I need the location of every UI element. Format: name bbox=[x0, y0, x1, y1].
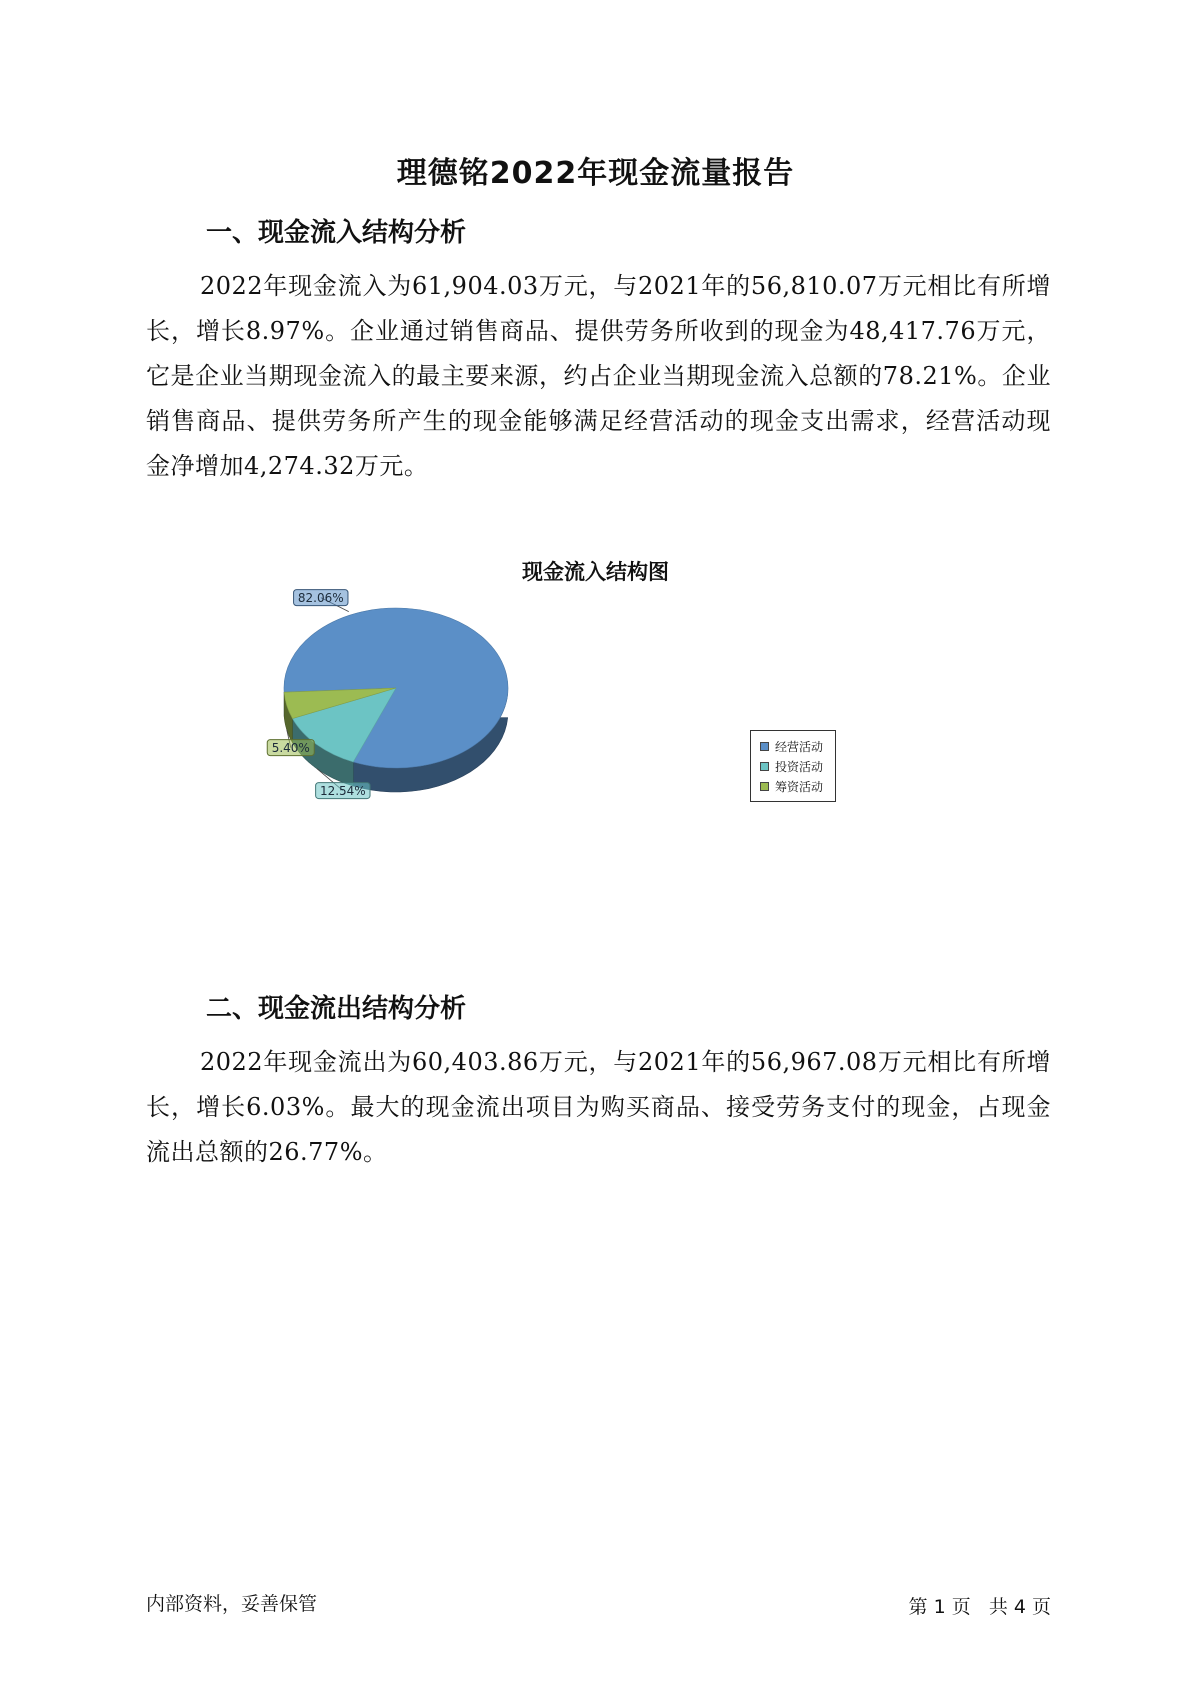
section-paragraph-outflow: 2022年现金流出为60,403.86万元，与2021年的56,967.08万元相比有所增长，增长6.03%。最大的现金流出项目为购买商品、接受劳务支付的现金，占现金流出总额的26.77%。 bbox=[146, 1048, 1051, 1166]
legend-swatch bbox=[760, 782, 769, 791]
legend-item bbox=[760, 756, 835, 776]
section-heading-inflow: 一、现金流入结构分析 bbox=[206, 218, 467, 248]
legend-label: 经营活动 bbox=[775, 739, 824, 754]
pie-data-label: 5.40% bbox=[271, 741, 310, 756]
footer-confidential-note: 内部资料，妥善保管 bbox=[146, 1593, 318, 1615]
legend-label: 筹资活动 bbox=[775, 779, 824, 794]
legend-item bbox=[760, 736, 835, 756]
legend-swatch bbox=[760, 762, 769, 771]
pie-chart bbox=[271, 591, 600, 872]
document-title: 理德铭2022年现金流量报告 bbox=[396, 156, 795, 191]
footer-page-number: 第 1 页 共 4 页 bbox=[908, 1596, 1051, 1618]
legend-swatch bbox=[760, 742, 769, 751]
pie-data-label: 82.06% bbox=[297, 591, 344, 606]
chart-legend bbox=[750, 730, 836, 802]
legend-item bbox=[760, 776, 835, 796]
chart-title: 现金流入结构图 bbox=[522, 560, 669, 584]
legend-label: 投资活动 bbox=[775, 759, 824, 774]
pie-data-label: 12.54% bbox=[319, 784, 366, 799]
section-paragraph-inflow: 2022年现金流入为61,904.03万元，与2021年的56,810.07万元相比有所增长，增长8.97%。企业通过销售商品、提供劳务所收到的现金为48,417.76万元，它是企业当期现金流入的最主要来源，约占企业当期现金流入总额的78.21%。企业销售商品、提供劳务所产生的现金能够满足经营活动的现金支出需求，经营活动现金净增加4,274.32万元。 bbox=[146, 272, 1051, 480]
section-heading-outflow: 二、现金流出结构分析 bbox=[206, 994, 467, 1024]
